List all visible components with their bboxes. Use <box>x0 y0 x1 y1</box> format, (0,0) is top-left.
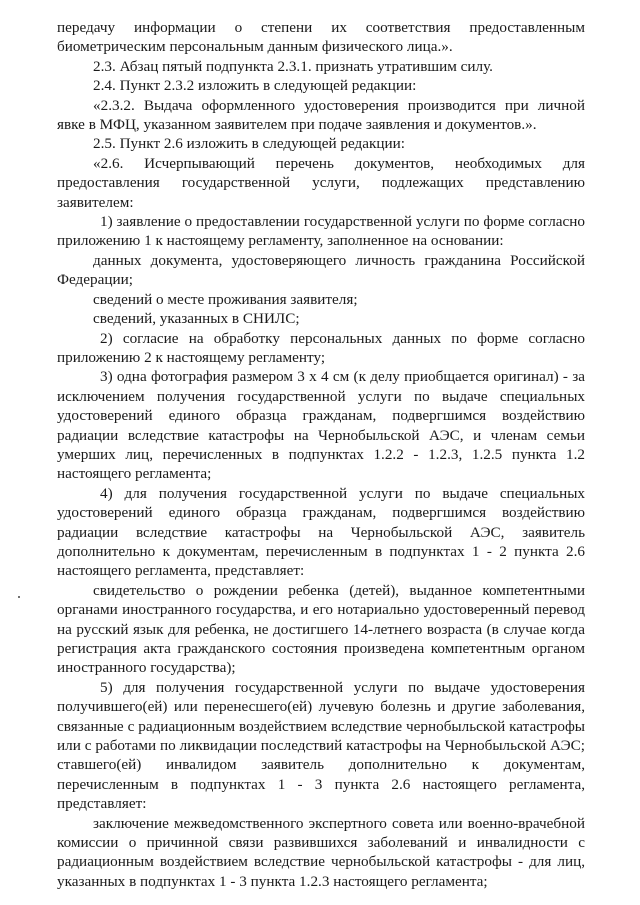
paragraph-2-3: 2.3. Абзац пятый подпункта 2.3.1. признать утратившим силу. <box>93 57 493 75</box>
list-item-4: 4) для получения государственной услуги по выдаче специальных удостоверений единого образца гражданам, подвергшимся воздействию радиации вследствие катастрофы на Чернобыльской АЭС, заявитель дополнительно к документам, перечисленным в подпунктах 1 - 2 пункта 2.6 настоящего регламента, представляет: <box>57 484 585 580</box>
list-item-3: 3) одна фотография размером 3 х 4 см (к делу приобщается оригинал) - за исключением получения государственной услуги по выдаче специальных удостоверений единого образца гражданам, подвергшимся воздействию радиации вследствие катастрофы на Чернобыльской АЭС, и членам семьи умерших лиц, перечисленных в подпунктах 1.2.2 - 1.2.3, 1.2.5 пункта 1.2 настоящего регламента; <box>57 368 585 483</box>
list-item-2: 2) согласие на обработку персональных данных по форме согласно приложению 2 к настоящему регламенту; <box>57 329 585 366</box>
paragraph-2-3-2-quote: «2.3.2. Выдача оформленного удостоверения производится при личной явке в МФЦ, указанном заявителем при подаче заявления и документов.». <box>57 96 585 134</box>
paragraph-2-6-quote: «2.6. Исчерпывающий перечень документов, необходимых для предоставления государственной услуги, подлежащих представлению заявителем: <box>57 154 585 211</box>
margin-mark <box>18 596 20 598</box>
list-subitem-snils: сведений, указанных в СНИЛС; <box>93 310 300 328</box>
paragraph-2-5: 2.5. Пункт 2.6 изложить в следующей редакции: <box>93 135 406 153</box>
list-subitem-birth-certificate: свидетельство о рождении ребенка (детей), выданное компетентными органами иностранного государства, и его нотариально удостоверенный перевод на русский язык для ребенка, не достигшего 14-летнего возраста (в случае когда регистрация акта гражданского состояния произведена компетентным органом иностранного государства); <box>57 581 585 677</box>
document-body <box>57 18 585 891</box>
list-item-1: 1) заявление о предоставлении государственной услуги по форме согласно приложению 1 к настоящему регламенту, заполненное на основании: <box>57 213 585 250</box>
list-subitem-expert-conclusion: заключение межведомственного экспертного совета или военно-врачебной комиссии о причинной связи развившихся заболеваний и инвалидности с радиационным воздействием вследствие чернобыльской катастрофы - для лиц, указанных в подпунктах 1 - 3 пункта 1.2.3 настоящего регламента; <box>57 814 585 890</box>
list-subitem-residence: сведений о месте проживания заявителя; <box>93 290 358 308</box>
list-subitem-identity-document: данных документа, удостоверяющего личность гражданина Российской Федерации; <box>57 251 585 289</box>
paragraph-2-4: 2.4. Пункт 2.3.2 изложить в следующей редакции: <box>93 77 417 95</box>
paragraph-continuation: передачу информации о степени их соответствия предоставленным биометрическим персональным данным физического лица.». <box>57 19 585 56</box>
list-item-5: 5) для получения государственной услуги по выдаче удостоверения получившего(ей) или перенесшего(ей) лучевую болезнь и другие заболевания, связанные с радиационным воздействием вследствие чернобыльской катастрофы или с работами по ликвидации последствий катастрофы на Чернобыльской АЭС; ставшего(ей) инвалидом заявитель дополнительно к документам, перечисленным в подпунктах 1 - 3 пункта 2.6 настоящего регламента, представляет: <box>57 678 585 813</box>
